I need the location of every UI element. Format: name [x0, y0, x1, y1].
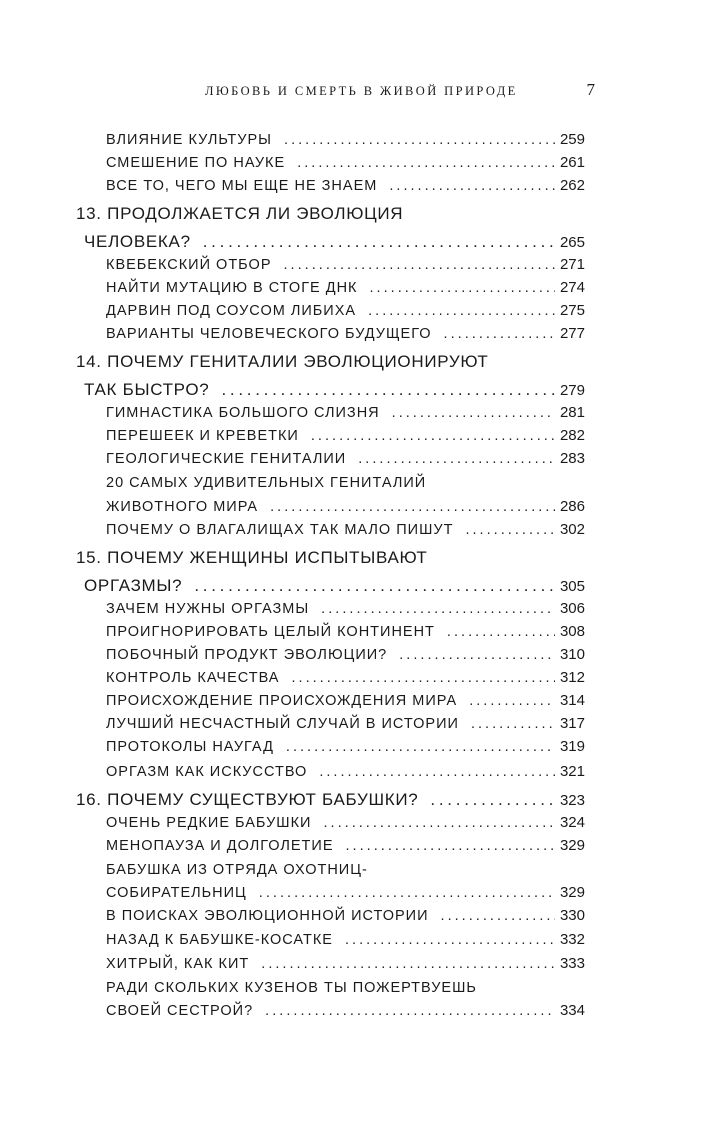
leader-dots — [194, 574, 555, 598]
toc-entry-page: 277 — [559, 325, 585, 342]
toc-entry[interactable] — [106, 253, 585, 277]
leader-dots — [368, 299, 555, 323]
toc-entry-title: РАДИ СКОЛЬКИХ КУЗЕНОВ ТЫ ПОЖЕРТВУЕШЬ — [106, 980, 477, 996]
page-number: 7 — [586, 80, 595, 99]
leader-dots — [284, 253, 555, 277]
toc-chapter-title[interactable] — [76, 546, 428, 570]
toc-entry-page: 286 — [559, 498, 585, 515]
toc-entry[interactable] — [106, 881, 585, 905]
toc-entry-title-line1[interactable] — [106, 858, 368, 882]
toc-entry[interactable] — [106, 666, 585, 690]
toc-entry-title: ГИМНАСТИКА БОЛЬШОГО СЛИЗНЯ — [106, 405, 380, 421]
toc-entry-title: СОБИРАТЕЛЬНИЦ — [106, 885, 247, 901]
toc-chapter-title[interactable] — [76, 350, 488, 374]
leader-dots — [441, 904, 555, 928]
toc-entry-page: 310 — [559, 646, 585, 663]
toc-entry-page: 312 — [559, 669, 585, 686]
toc-entry-title: КВЕБЕКСКИЙ ОТБОР — [106, 257, 272, 273]
toc-entry-title: ПОЧЕМУ О ВЛАГАЛИЩАХ ТАК МАЛО ПИШУТ — [106, 522, 454, 538]
toc-entry-page: 261 — [559, 154, 585, 171]
toc-chapter-title-line1: 13. ПРОДОЛЖАЕТСЯ ЛИ ЭВОЛЮЦИЯ — [76, 204, 404, 223]
toc-entry[interactable] — [106, 401, 585, 425]
toc-entry[interactable] — [106, 128, 585, 152]
toc-entry-title: ОЧЕНЬ РЕДКИЕ БАБУШКИ — [106, 815, 312, 831]
leader-dots — [346, 834, 555, 858]
toc-entry-title: В ПОИСКАХ ЭВОЛЮЦИОННОЙ ИСТОРИИ — [106, 908, 429, 924]
toc-entry-page: 302 — [559, 521, 585, 538]
leader-dots — [323, 811, 555, 835]
leader-dots — [259, 881, 555, 905]
toc-entry-page: 323 — [559, 792, 585, 809]
toc-entry[interactable] — [106, 811, 585, 835]
toc-entry-title: ВСЕ ТО, ЧЕГО МЫ ЕЩЕ НЕ ЗНАЕМ — [106, 178, 378, 194]
leader-dots — [471, 712, 555, 736]
toc-entry-page: 282 — [559, 427, 585, 444]
toc-entry-title: ЛУЧШИЙ НЕСЧАСТНЫЙ СЛУЧАЙ В ИСТОРИИ — [106, 716, 459, 732]
toc-chapter-entry[interactable] — [84, 574, 585, 598]
toc-entry-title: ПЕРЕШЕЕК И КРЕВЕТКИ — [106, 428, 299, 444]
toc-entry-title: 20 САМЫХ УДИВИТЕЛЬНЫХ ГЕНИТАЛИЙ — [106, 475, 427, 491]
toc-entry-title: КОНТРОЛЬ КАЧЕСТВА — [106, 670, 280, 686]
toc-entry-title: ПРОИГНОРИРОВАТЬ ЦЕЛЫЙ КОНТИНЕНТ — [106, 624, 435, 640]
toc-chapter-title-line2: ЧЕЛОВЕКА? — [84, 232, 191, 251]
toc-entry[interactable] — [106, 597, 585, 621]
toc-chapter-title-line1: 15. ПОЧЕМУ ЖЕНЩИНЫ ИСПЫТЫВАЮТ — [76, 548, 428, 567]
toc-entry-page: 321 — [559, 763, 585, 780]
toc-entry-title: ДАРВИН ПОД СОУСОМ ЛИБИХА — [106, 303, 357, 319]
toc-entry[interactable] — [106, 174, 585, 198]
toc-entry-page: 274 — [559, 279, 585, 296]
toc-entry[interactable] — [106, 735, 585, 759]
leader-dots — [444, 322, 555, 346]
toc-entry-title: МЕНОПАУЗА И ДОЛГОЛЕТИЕ — [106, 838, 334, 854]
toc-chapter-entry[interactable] — [76, 788, 585, 812]
leader-dots — [311, 424, 555, 448]
toc-entry-title: ВАРИАНТЫ ЧЕЛОВЕЧЕСКОГО БУДУЩЕГО — [106, 326, 432, 342]
toc-entry[interactable] — [106, 834, 585, 858]
toc-entry[interactable] — [106, 424, 585, 448]
toc-entry-page: 329 — [559, 884, 585, 901]
leader-dots — [321, 597, 555, 621]
toc-entry-title: НАЙТИ МУТАЦИЮ В СТОГЕ ДНК — [106, 280, 358, 296]
toc-entry-title: БАБУШКА ИЗ ОТРЯДА ОХОТНИЦ- — [106, 862, 368, 878]
toc-entry-page: 308 — [559, 623, 585, 640]
toc-entry-page: 324 — [559, 814, 585, 831]
toc-entry-title: ХИТРЫЙ, КАК КИТ — [106, 956, 250, 972]
toc-entry[interactable] — [106, 643, 585, 667]
toc-entry-page: 305 — [559, 578, 585, 595]
toc-entry-title: ОРГАЗМ КАК ИСКУССТВО — [106, 764, 308, 780]
toc-entry[interactable] — [106, 904, 585, 928]
toc-entry[interactable] — [106, 999, 585, 1023]
toc-entry-title: ПОБОЧНЫЙ ПРОДУКТ ЭВОЛЮЦИИ? — [106, 647, 388, 663]
toc-chapter-title-line2: ТАК БЫСТРО? — [84, 380, 210, 399]
toc-entry-page: 283 — [559, 450, 585, 467]
running-head: ЛЮБОВЬ И СМЕРТЬ В ЖИВОЙ ПРИРОДЕ — [205, 84, 518, 98]
toc-entry[interactable] — [106, 620, 585, 644]
leader-dots — [370, 276, 555, 300]
toc-entry-title-line1[interactable] — [106, 976, 477, 1000]
toc-entry-page: 262 — [559, 177, 585, 194]
toc-entry-page: 314 — [559, 692, 585, 709]
toc-entry-title: ГЕОЛОГИЧЕСКИЕ ГЕНИТАЛИИ — [106, 451, 347, 467]
toc-entry[interactable] — [106, 760, 585, 784]
leader-dots — [430, 788, 555, 812]
toc-entry-title: ПРОТОКОЛЫ НАУГАД — [106, 739, 274, 755]
toc-entry[interactable] — [106, 322, 585, 346]
toc-entry-page: 306 — [559, 600, 585, 617]
toc-entry-page: 265 — [559, 234, 585, 251]
toc-entry-page: 259 — [559, 131, 585, 148]
leader-dots — [203, 230, 555, 254]
toc-chapter-entry[interactable] — [84, 378, 585, 402]
leader-dots — [265, 999, 555, 1023]
leader-dots — [297, 151, 555, 175]
toc-entry-page: 332 — [559, 931, 585, 948]
toc-entry-page: 334 — [559, 1002, 585, 1019]
toc-entry-page: 271 — [559, 256, 585, 273]
toc-entry-page: 329 — [559, 837, 585, 854]
leader-dots — [286, 735, 555, 759]
toc-entry-title: ЗАЧЕМ НУЖНЫ ОРГАЗМЫ — [106, 601, 310, 617]
leader-dots — [469, 689, 555, 713]
toc-chapter-title-line2: ОРГАЗМЫ? — [84, 576, 183, 595]
toc-entry-title: ПРОИСХОЖДЕНИЕ ПРОИСХОЖДЕНИЯ МИРА — [106, 693, 458, 709]
toc-entry[interactable] — [106, 712, 585, 736]
leader-dots — [221, 378, 555, 402]
toc-entry-page: 319 — [559, 738, 585, 755]
toc-entry[interactable] — [106, 689, 585, 713]
leader-dots — [291, 666, 555, 690]
leader-dots — [392, 401, 555, 425]
toc-entry-title: ВЛИЯНИЕ КУЛЬТУРЫ — [106, 132, 273, 148]
toc-chapter-entry[interactable] — [84, 230, 585, 254]
leader-dots — [345, 928, 555, 952]
toc-entry-page: 333 — [559, 955, 585, 972]
toc-entry-title: НАЗАД К БАБУШКЕ-КОСАТКЕ — [106, 932, 333, 948]
toc-entry-title-line1[interactable] — [106, 471, 426, 495]
toc-entry-page: 281 — [559, 404, 585, 421]
toc-chapter-title: 16. ПОЧЕМУ СУЩЕСТВУЮТ БАБУШКИ? — [76, 790, 419, 809]
toc-entry-page: 275 — [559, 302, 585, 319]
toc-entry-title: ЖИВОТНОГО МИРА — [106, 499, 259, 515]
leader-dots — [261, 952, 555, 976]
toc-entry[interactable] — [106, 151, 585, 175]
leader-dots — [389, 174, 555, 198]
toc-entry-page: 330 — [559, 907, 585, 924]
leader-dots — [270, 495, 555, 519]
toc-entry[interactable] — [106, 952, 585, 976]
toc-entry-title: СВОЕЙ СЕСТРОЙ? — [106, 1003, 254, 1019]
leader-dots — [319, 760, 555, 784]
toc-entry-page: 279 — [559, 382, 585, 399]
toc-entry-title: СМЕШЕНИЕ ПО НАУКЕ — [106, 155, 286, 171]
toc-entry-page: 317 — [559, 715, 585, 732]
toc-entry[interactable] — [106, 276, 585, 300]
toc-entry[interactable] — [106, 495, 585, 519]
leader-dots — [358, 447, 555, 471]
leader-dots — [284, 128, 555, 152]
leader-dots — [399, 643, 555, 667]
toc-entry[interactable] — [106, 447, 585, 471]
leader-dots — [465, 518, 555, 542]
toc-chapter-title-line1: 14. ПОЧЕМУ ГЕНИТАЛИИ ЭВОЛЮЦИОНИРУЮТ — [76, 352, 489, 371]
page-header — [205, 80, 595, 108]
toc-entry[interactable] — [106, 299, 585, 323]
toc-entry[interactable] — [106, 518, 585, 542]
leader-dots — [447, 620, 555, 644]
toc-chapter-title[interactable] — [76, 202, 403, 226]
toc-entry[interactable] — [106, 928, 585, 952]
